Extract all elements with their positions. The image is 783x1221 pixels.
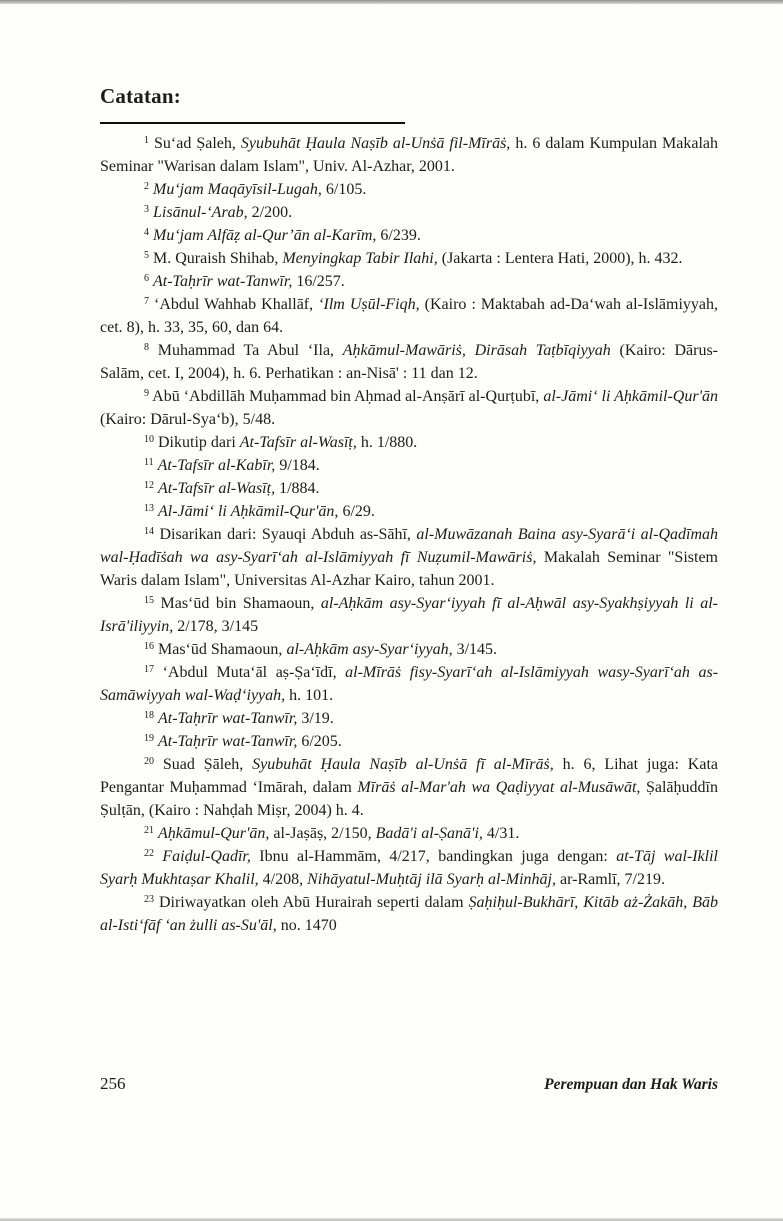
- work-title: Syubuhāt Ḥaula Naṣīb al-Unṡā fil-Mīrāṡ,: [240, 135, 511, 153]
- footnote-number: 2: [144, 180, 149, 192]
- work-title: Mu‘jam Alfāẓ al-Qur’ān al-Karīm,: [153, 227, 377, 245]
- note-text: 3/19.: [297, 710, 334, 728]
- work-title: al-Aḥkām asy-Syar‘iyyah fī al-Aḥwāl asy-Syakhṣiyyah li al-Isrā'iliyyin,: [100, 595, 718, 636]
- work-title: al-Muwāzanah Baina asy-Syarā‘i al-Qadīmah wal-Ḥadīṡah wa asy-Syarī‘ah al-Islāmiyyah fī Nuẓumil-Mawāriṡ,: [100, 526, 718, 567]
- footnote-number: 15: [144, 594, 154, 606]
- note-text: h. 1/880.: [356, 434, 418, 452]
- note-text: 6/29.: [338, 503, 375, 521]
- footnote-number: 8: [144, 341, 149, 353]
- footnote-1: [100, 132, 718, 178]
- work-title: Syubuhāt Ḥaula Naṣīb al-Unṡā fī al-Mīrāṡ,: [252, 756, 554, 774]
- notes-list: [100, 132, 718, 937]
- note-text: Suad Ṣāleh,: [162, 756, 253, 774]
- note-text: 6/105.: [321, 181, 367, 199]
- footnote-3: [100, 201, 718, 224]
- note-text: M. Quraish Shihab,: [153, 250, 283, 268]
- note-text: 2/200.: [247, 204, 293, 222]
- work-title: Mīrāṡ al-Mar'ah wa Qaḍiyyat al-Musāwāt,: [357, 779, 641, 797]
- note-text: ‘Abdul Wahhab Khallāf,: [154, 296, 319, 314]
- footnote-number: 4: [144, 226, 149, 238]
- work-title: al-Mīrāṡ fisy-Syarī‘ah al-Islāmiyyah wasy-Syarī‘ah as-Samāwiyyah wal-Waḍ‘iyyah,: [100, 664, 719, 705]
- note-text: Mas‘ūd bin Shamaoun,: [160, 595, 321, 613]
- footnote-23: [100, 891, 718, 937]
- footnote-number: 21: [144, 824, 154, 836]
- work-title: Nihāyatul-Muḥtāj ilā Syarḥ al-Minhāj,: [307, 871, 556, 889]
- footnote-number: 5: [144, 249, 149, 261]
- note-text: 4/208,: [258, 871, 308, 889]
- page-footer: [100, 1074, 718, 1094]
- note-text: Diriwayatkan oleh Abū Hurairah seperti dalam: [158, 894, 469, 912]
- note-text: 16/257.: [292, 273, 345, 291]
- work-title: Al-Jāmi‘ li Aḥkāmil-Qur'ān,: [158, 503, 339, 521]
- work-title: al-Aḥkām asy-Syar‘iyyah,: [286, 641, 453, 659]
- note-text: Muhammad Ta Abul ‘Ila,: [157, 342, 343, 360]
- note-text: 9/184.: [275, 457, 320, 475]
- work-title: At-Taḥrīr wat-Tanwīr,: [158, 710, 298, 728]
- footnote-17: [100, 661, 718, 707]
- note-text: ‘Abdul Muta‘āl aṣ-Ṣa‘īdī,: [162, 664, 346, 682]
- footnote-number: 10: [144, 433, 154, 445]
- footnote-12: [100, 477, 718, 500]
- note-text: no. 1470: [276, 917, 337, 935]
- footnote-number: 18: [144, 709, 154, 721]
- note-text: h. 6, Lihat juga: Kata Pengantar Muḥammad ‘Imārah, dalam: [100, 756, 718, 797]
- footnote-16: [100, 638, 718, 661]
- footnote-number: 12: [144, 479, 154, 491]
- note-text: al-Jaṣāṣ, 2/150,: [269, 825, 376, 843]
- work-title: Badā'i al-Ṣanā'i,: [375, 825, 483, 843]
- note-text: h. 101.: [285, 687, 334, 705]
- footnote-number: 14: [144, 525, 154, 537]
- footnote-4: [100, 224, 718, 247]
- footnote-2: [100, 178, 718, 201]
- work-title: Faiḍul-Qadīr,: [162, 848, 251, 866]
- footnote-number: 13: [144, 502, 154, 514]
- work-title: At-Tafsīr al-Wasīṭ,: [158, 480, 276, 498]
- work-title: Menyingkap Tabir Ilahi,: [282, 250, 438, 268]
- footnote-21: [100, 822, 718, 845]
- footnote-15: [100, 592, 718, 638]
- footnote-number: 17: [144, 663, 154, 675]
- work-title: Ṣaḥiḥul-Bukhārī, Kitāb aż-Żakāh, Bāb al-Isti‘fāf ‘an żulli as-Su'āl,: [100, 894, 719, 935]
- work-title: at-Tāj wal-Iklil Syarḥ Mukhtaṣar Khalil,: [100, 848, 718, 889]
- footnote-7: [100, 293, 718, 339]
- footnote-number: 22: [144, 847, 154, 859]
- note-text: 6/239.: [376, 227, 421, 245]
- footnote-11: [100, 454, 718, 477]
- footnote-number: 9: [144, 387, 149, 399]
- note-text: ar-Ramlī, 7/219.: [556, 871, 665, 889]
- note-text: (Kairo : Maktabah ad-Da‘wah al-Islāmiyyah, cet. 8), h. 33, 35, 60, dan 64.: [100, 296, 719, 337]
- footnote-9: [100, 385, 718, 431]
- note-text: Dikutip dari: [158, 434, 240, 452]
- running-title: Perempuan dan Hak Waris: [544, 1076, 718, 1093]
- work-title: al-Jāmi‘ li Aḥkāmil-Qur'ān: [543, 388, 719, 406]
- footnote-number: 20: [144, 755, 154, 767]
- footnote-18: [100, 707, 718, 730]
- work-title: Aḥkāmul-Mawāriṡ, Dirāsah Taṭbīqiyyah: [342, 342, 611, 360]
- footnote-6: [100, 270, 718, 293]
- footnote-20: [100, 753, 718, 822]
- note-text: (Kairo: Dārul-Sya‘b), 5/48.: [100, 411, 276, 429]
- note-text: 3/145.: [452, 641, 498, 659]
- work-title: At-Taḥrīr wat-Tanwīr,: [153, 273, 293, 291]
- note-text: Ṣalāḥuddīn Ṣulṭān, (Kairo : Nahḍah Miṣr, 2004) h. 4.: [100, 779, 718, 820]
- note-text: 1/884.: [275, 480, 320, 498]
- footnote-number: 11: [144, 456, 154, 468]
- footnote-22: [100, 845, 718, 891]
- note-text: Disarikan dari: Syauqi Abduh as-Sāhī,: [159, 526, 417, 544]
- footnote-number: 23: [144, 893, 154, 905]
- note-text: Ibnu al-Hammām, 4/217, bandingkan juga dengan:: [250, 848, 617, 866]
- footnote-14: [100, 523, 718, 592]
- footnote-number: 6: [144, 272, 149, 284]
- work-title: At-Taḥrīr wat-Tanwīr,: [158, 733, 298, 751]
- footnote-13: [100, 500, 718, 523]
- footnote-10: [100, 431, 718, 454]
- footnote-5: [100, 247, 718, 270]
- note-text: Su‘ad Ṣaleh,: [154, 135, 241, 153]
- work-title: At-Tafsīr al-Wasīṭ,: [239, 434, 357, 452]
- work-title: ‘Ilm Uṣūl-Fiqh,: [318, 296, 420, 314]
- note-text: h. 6 dalam Kumpulan Makalah Seminar "Warisan dalam Islam", Univ. Al-Azhar, 2001.: [100, 135, 718, 176]
- footnote-number: 16: [144, 640, 154, 652]
- footnote-number: 19: [144, 732, 154, 744]
- note-text: 4/31.: [482, 825, 520, 843]
- note-text: Makalah Seminar "Sistem Waris dalam Islam", Universitas Al-Azhar Kairo, tahun 2001.: [100, 549, 718, 590]
- page-heading: Catatan:: [100, 84, 181, 108]
- work-title: Mu‘jam Maqāyīsil-Lugah,: [153, 181, 322, 199]
- work-title: Aḥkāmul-Qur'ān,: [158, 825, 270, 843]
- page-number: 256: [100, 1074, 126, 1093]
- footnote-number: 3: [144, 203, 149, 215]
- footnote-separator-rule: [100, 122, 405, 124]
- work-title: At-Tafsīr al-Kabīr,: [157, 457, 276, 475]
- note-text: (Kairo: Dārus-Salām, cet. I, 2004), h. 6. Perhatikan : an-Nisā' : 11 dan 12.: [100, 342, 718, 383]
- note-text: (Jakarta : Lentera Hati, 2000), h. 432.: [437, 250, 683, 268]
- note-text: Abū ‘Abdillāh Muḥammad bin Aḥmad al-Anṣārī al-Qurṭubī,: [152, 388, 544, 406]
- footnote-19: [100, 730, 718, 753]
- footnote-number: 7: [144, 295, 149, 307]
- note-text: 2/178, 3/145: [173, 618, 259, 636]
- footnote-number: 1: [144, 134, 149, 146]
- work-title: Lisānul-‘Arab,: [153, 204, 248, 222]
- note-text: 6/205.: [297, 733, 342, 751]
- note-text: Mas‘ūd Shamaoun,: [158, 641, 287, 659]
- footnote-8: [100, 339, 718, 385]
